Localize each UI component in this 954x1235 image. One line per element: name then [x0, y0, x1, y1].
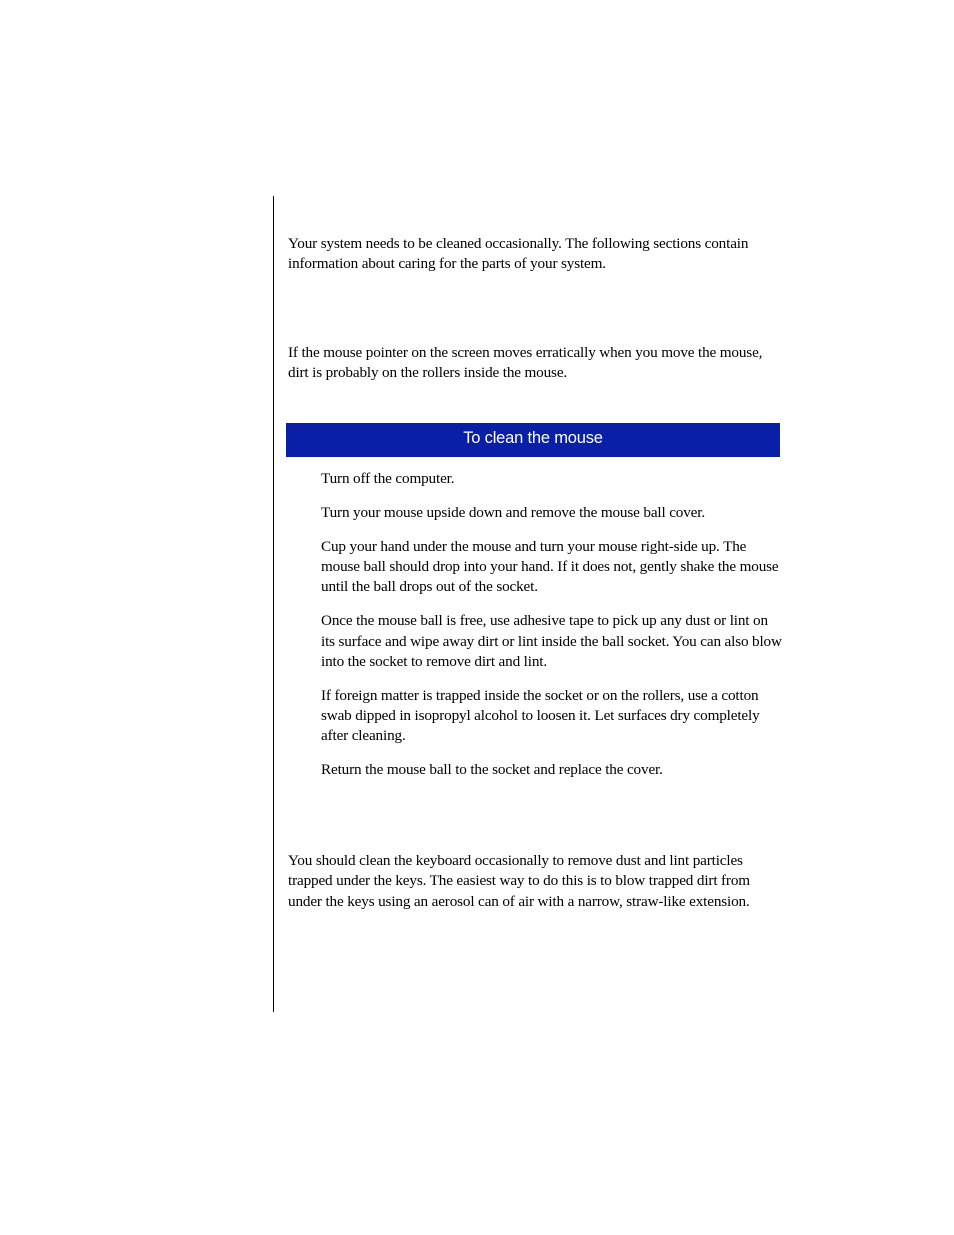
- procedure-steps: [321, 469, 783, 794]
- step-1: Turn off the computer.: [321, 470, 455, 487]
- intro-paragraph: Your system needs to be cleaned occasionally. The following sections contain information about caring for the parts of your system.: [288, 235, 749, 273]
- step-3: Cup your hand under the mouse and turn your mouse right-side up. The mouse ball should drop into your hand. If it does not, gently shake the mouse until the ball drops out of the socket.: [321, 537, 779, 596]
- step-5: If foreign matter is trapped inside the socket or on the rollers, use a cotton swab dipped in isopropyl alcohol to loosen it. Let surfaces dry completely after cleaning.: [321, 686, 760, 745]
- margin-rule: [273, 196, 274, 1012]
- step-6: Return the mouse ball to the socket and replace the cover.: [321, 761, 663, 779]
- keyboard-paragraph: You should clean the keyboard occasionally to remove dust and lint particles trapped under the keys. The easiest way to do this is to blow trapped dirt from under the keys using an aerosol can of air with a narrow, straw-like extension.: [288, 852, 750, 910]
- mouse-intro-paragraph: If the mouse pointer on the screen moves erratically when you move the mouse, dirt is probably on the rollers inside the mouse.: [288, 344, 763, 382]
- step-2: Turn your mouse upside down and remove the mouse ball cover.: [321, 503, 705, 521]
- procedure-banner: To clean the mouse: [286, 423, 780, 457]
- step-4: Once the mouse ball is free, use adhesive tape to pick up any dust or lint on its surface and wipe away dirt or lint inside the ball socket. You can also blow into the socket to remove dirt and lint.: [321, 612, 782, 670]
